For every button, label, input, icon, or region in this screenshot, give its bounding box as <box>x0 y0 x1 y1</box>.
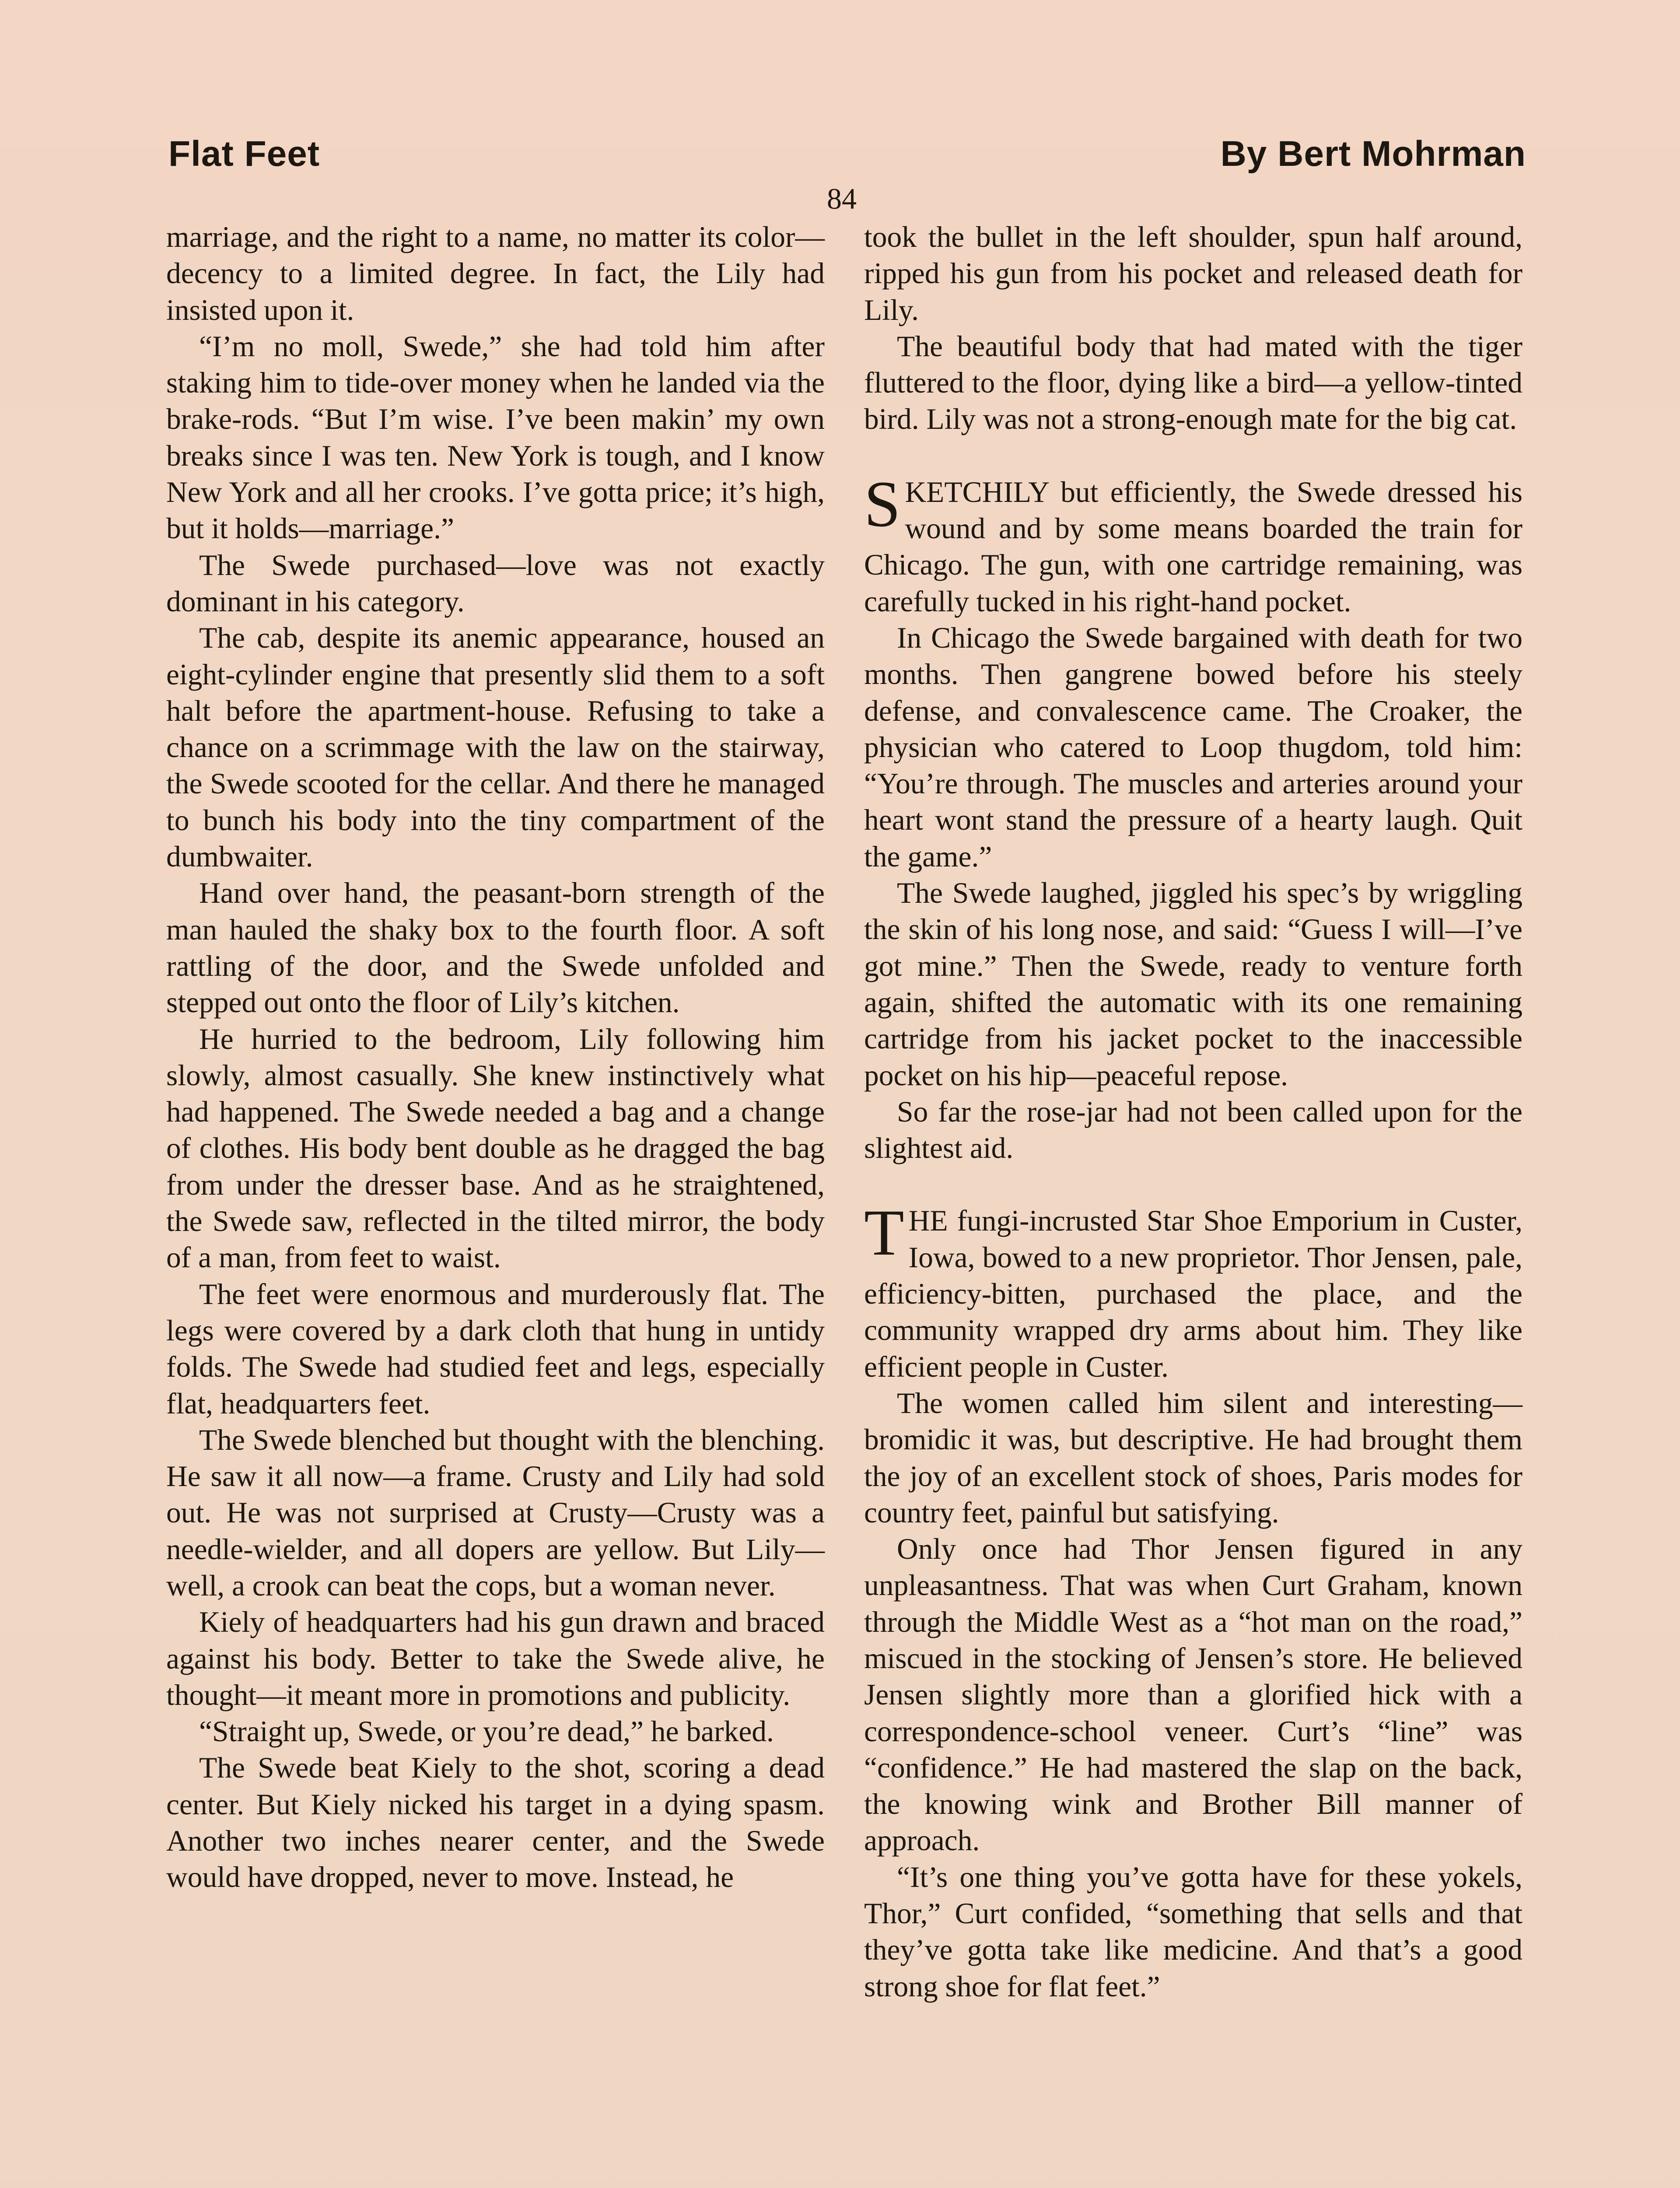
paragraph: The Swede beat Kiely to the shot, scoring a dead center. But Kiely nicked his target in a dying spasm. Another two inches nearer center, and the Swede would have dropped, never to move. Instead, he <box>166 1751 825 1894</box>
paragraph: In Chicago the Swede bargained with death for two months. Then gangrene bowed before his steely defense, and convalescence came. The Croaker, the physician who catered to Loop thugdom, told him: “You’re through. The muscles and arteries around your heart wont stand the pressure of a hearty laugh. Quit the game.” <box>864 621 1522 873</box>
paragraph: So far the rose-jar had not been called upon for the slightest aid. <box>864 1095 1522 1165</box>
paragraph: The beautiful body that had mated with the tiger fluttered to the floor, dying like a bird—a yellow-tinted bird. Lily was not a strong-enough mate for the big cat. <box>864 330 1522 436</box>
story-author: By Bert Mohrman <box>1220 134 1526 174</box>
paragraph: “Straight up, Swede, or you’re dead,” he barked. <box>199 1715 774 1748</box>
paragraph: “I’m no moll, Swede,” she had told him after staking him to tide-over money when he landed via the brake-rods. “But I’m wise. I’ve been makin’ my own breaks since I was ten. New York is tough, and I know New York and all her crooks. I’ve gotta price; it’s high, but it holds—marriage.” <box>166 330 825 545</box>
left-column <box>166 219 825 1896</box>
paragraph: Kiely of headquarters had his gun drawn and braced against his body. Better to take the Swede alive, he thought—it meant more in promotions and publicity. <box>166 1606 825 1711</box>
paragraph: took the bullet in the left shoulder, spun half around, ripped his gun from his pocket and released death for Lily. <box>864 221 1522 326</box>
paragraph: Hand over hand, the peasant-born strength of the man hauled the shaky box to the fourth floor. A soft rattling of the door, and the Swede unfolded and stepped out onto the floor of Lily’s kitchen. <box>166 877 825 1019</box>
page-number: 84 <box>827 182 857 215</box>
paragraph: The feet were enormous and murderously flat. The legs were covered by a dark cloth that hung in untidy folds. The Swede had studied feet and legs, especially flat, headquarters feet. <box>166 1277 825 1420</box>
section-lead-text: HE fungi-incrusted Star Shoe Emporium in Custer, Iowa, bowed to a new proprietor. Thor Jensen, pale, efficiency-bitten, purchased the place, and the community wrapped dry arms about him. They like efficient people in Custer. <box>864 1204 1522 1383</box>
paragraph: He hurried to the bedroom, Lily following him slowly, almost casually. She knew instinctively what had happened. The Swede needed a bag and a change of clothes. His body bent double as he dragged the bag from under the dresser base. And as he straightened, the Swede saw, reflected in the tilted mirror, the body of a man, from feet to waist. <box>166 1022 825 1274</box>
paragraph: “It’s one thing you’ve gotta have for these yokels, Thor,” Curt confided, “something that sells and that they’ve gotta take like medicine. And that’s a good strong shoe for flat feet.” <box>864 1860 1522 2003</box>
right-column <box>864 219 1522 2005</box>
paragraph: The Swede purchased—love was not exactly dominant in his category. <box>166 548 825 618</box>
paragraph: Only once had Thor Jensen figured in any unpleasantness. That was when Curt Graham, known through the Middle West as a “hot man on the road,” miscued in the stocking of Jensen’s store. He believed Jensen slightly more than a glorified hick with a correspondence-school veneer. Curt’s “line” was “confidence.” He had mastered the slap on the back, the knowing wink and Brother Bill manner of approach. <box>864 1532 1522 1857</box>
paragraph: The Swede blenched but thought with the blenching. He saw it all now—a frame. Crusty and Lily had sold out. He was not surprised at Crusty—Crusty was a needle-wielder, and all dopers are yellow. But Lily—well, a crook can beat the cops, but a woman never. <box>166 1423 825 1602</box>
section-opening-paragraph <box>864 467 1522 620</box>
section-lead-text: KETCHILY but efficiently, the Swede dressed his wound and by some means boarded the train for Chicago. The gun, with one cartridge remaining, was carefully tucked in his right-hand pocket. <box>864 475 1522 618</box>
drop-cap: T <box>864 1196 904 1269</box>
section-opening-paragraph <box>864 1196 1522 1385</box>
story-title: Flat Feet <box>168 134 320 174</box>
paragraph: The cab, despite its anemic appearance, housed an eight-cylinder engine that presently slid them to a soft halt before the apartment-house. Refusing to take a chance on a scrimmage with the law on the stairway, the Swede scooted for the cellar. And there he managed to bunch his body into the tiny compartment of the dumbwaiter. <box>166 621 825 873</box>
paragraph: The women called him silent and interesting—bromidic it was, but descriptive. He had brought them the joy of an excellent stock of shoes, Paris modes for country feet, painful but satisfying. <box>864 1386 1522 1529</box>
drop-cap: S <box>864 467 901 540</box>
paragraph: marriage, and the right to a name, no matter its color—decency to a limited degree. In fact, the Lily had insisted upon it. <box>166 221 825 326</box>
paragraph: The Swede laughed, jiggled his spec’s by wriggling the skin of his long nose, and said: “Guess I will—I’ve got mine.” Then the Swede, ready to venture forth again, shifted the automatic with its one remaining cartridge from his jacket pocket to the inaccessible pocket on his hip—peaceful repose. <box>864 877 1522 1092</box>
